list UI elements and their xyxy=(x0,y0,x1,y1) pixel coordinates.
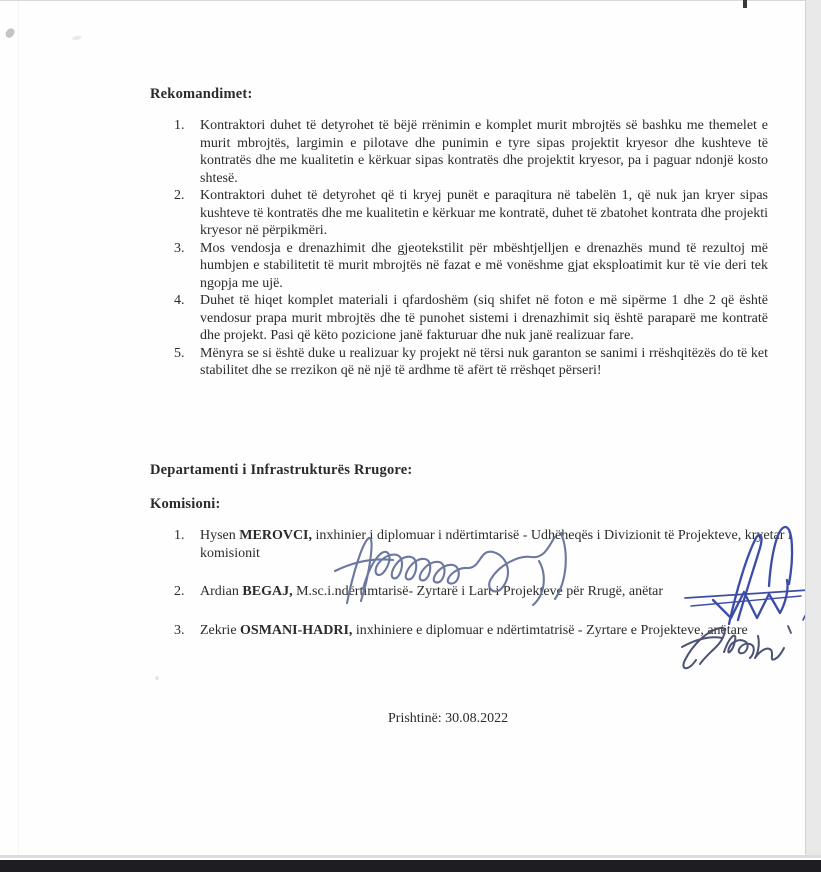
member-first-name: Ardian xyxy=(200,584,243,599)
recommendation-item: Mos vendosja e drenazhimit dhe gjeotekstilit për mbështjelljen e drenazhës mund të rezultoj më humbjen e stabilitetit të murit mbrojtës në fazat e më vonëshme gjat eksploatimit kur të vie deri tek ngopja me ujë. xyxy=(200,240,768,291)
commission-heading: Komisioni: xyxy=(150,496,221,512)
recommendation-item: Duhet të hiqet komplet materiali i qfardoshëm (siq shifet në foton e më sipërme 1 dhe 2 që është vendosur prapa murit mbrojtës dhe të punohet sistemi i drenazhimit siq është paraparë me kontratë dhe projekt. Pasi që këto pozicione janë fakturuar dhe nuk janë realizuar fare. xyxy=(200,293,768,343)
scan-smudge xyxy=(4,27,15,39)
scan-bottom-edge-line xyxy=(0,855,821,858)
scan-bottom-band xyxy=(0,860,821,872)
recommendation-item: Kontraktori duhet të detyrohet që ti kryej punët e paraqitura në tabelën 1, që nuk jan kryer sipas kushteve të kontratës dhe me kualitetin e kërkuar me kontratë, duhet të zbatohet kontrata dhe projekti kryesor në përpikmëri. xyxy=(200,188,768,238)
recommendations-list xyxy=(150,117,768,380)
member-surname: BEGAJ, xyxy=(242,584,297,599)
commission-member xyxy=(150,622,792,640)
scan-fold-line xyxy=(18,0,19,855)
commission-member xyxy=(150,583,792,601)
scan-smudge xyxy=(72,35,83,41)
scan-crop-mark xyxy=(743,0,747,8)
place-date: Prishtinë: 30.08.2022 xyxy=(388,711,509,726)
recommendation-item: Kontraktori duhet të detyrohet të bëjë rrënimin e komplet murit mbrojtës së bashku me themelet e murit mbrojtës, largimin e pilotave dhe punimin e tyre sipas projektit kryesor dhe kushteve të kontratës dhe me kualitetin e kërkuar sipas kontratës dhe projektit kryesor, pa i paguar ndonjë kosto shtesë. xyxy=(200,118,768,186)
member-first-name: Zekrie xyxy=(200,622,241,638)
department-heading: Departamenti i Infrastrukturës Rrugore: xyxy=(150,462,413,478)
member-role: M.sc.i.ndërtimtarisë- Zyrtarë i Lart i Projekteve për Rrugë, anëtar xyxy=(296,584,664,599)
commission-list xyxy=(150,527,792,660)
scan-top-edge xyxy=(0,0,821,1)
recommendation-item: Mënyra se si është duke u realizuar ky projekt në tërsi nuk garanton se sanimi i rrëshqitëzës do të ket stabilitet dhe se rrezikon që në një të ardhme të afërt të rrëshqet përseri! xyxy=(200,345,768,378)
member-first-name: Hysen xyxy=(200,528,240,543)
scan-smudge xyxy=(155,676,159,680)
member-surname: MEROVCI, xyxy=(239,528,316,543)
member-role: inxhiniere e diplomuar e ndërtimtatrisë - Zyrtare e Projekteve, anëtare xyxy=(355,622,748,638)
member-role: inxhinier i diplomuar i ndërtimtarisë - Udhëheqës i Divizionit të Projekteve, kryetar i komisionit xyxy=(200,528,792,561)
member-surname: OSMANI-HADRI, xyxy=(240,622,356,638)
recommendations-heading: Rekomandimet: xyxy=(150,86,253,102)
commission-member xyxy=(150,527,792,562)
scan-right-edge xyxy=(805,0,821,856)
